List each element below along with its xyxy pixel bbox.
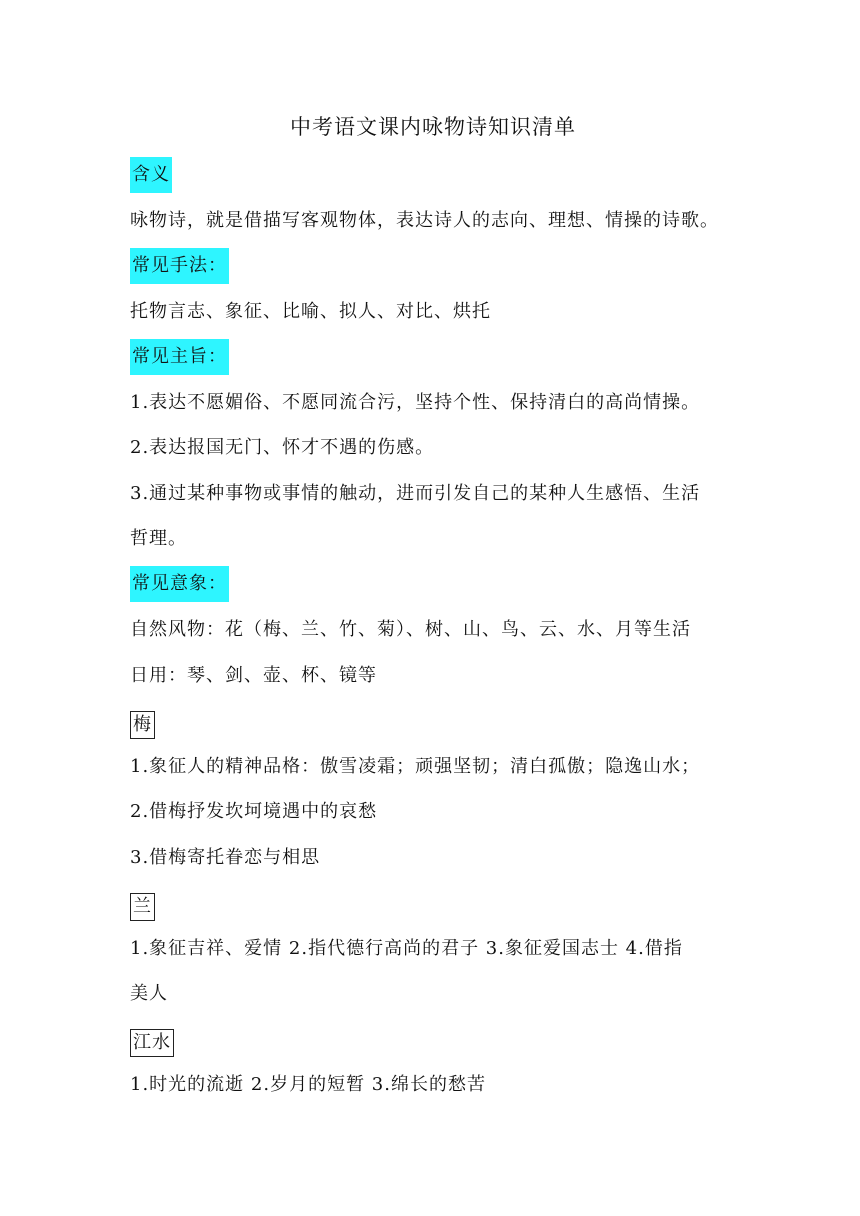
themes-line-1: 1.表达不愿媚俗、不愿同流合污，坚持个性、保持清白的高尚情操。 bbox=[130, 391, 701, 413]
imagery-line-1: 自然风物：花（梅、兰、竹、菊）、树、山、鸟、云、水、月等生活 bbox=[130, 619, 691, 640]
section-heading-meaning: 含义 bbox=[130, 157, 172, 193]
orchid-line-1: 1.象征吉祥、爱情 2.指代德行高尚的君子 3.象征爱国志士 4.借指 bbox=[130, 937, 683, 959]
page-title: 中考语文课内咏物诗知识清单 bbox=[290, 115, 576, 139]
section-heading-techniques: 常见手法： bbox=[130, 248, 229, 284]
section-heading-themes: 常见主旨： bbox=[130, 339, 229, 375]
techniques-text: 托物言志、象征、比喻、拟人、对比、烘托 bbox=[130, 300, 491, 322]
orchid-line-2: 美人 bbox=[130, 983, 168, 1004]
themes-line-4: 哲理。 bbox=[130, 528, 187, 549]
plum-line-1: 1.象征人的精神品格：傲雪凌霜；顽强坚韧；清白孤傲；隐逸山水； bbox=[130, 755, 701, 777]
section-orchid-heading-row bbox=[130, 880, 736, 926]
meaning-text: 咏物诗，就是借描写客观物体，表达诗人的志向、理想、情操的诗歌。 bbox=[130, 209, 719, 231]
themes-line-2: 2.表达报国无门、怀才不遇的伤感。 bbox=[130, 437, 435, 458]
themes-line-3: 3.通过某种事物或事情的触动，进而引发自己的某种人生感悟、生活 bbox=[130, 482, 701, 504]
river-line-1: 1.时光的流逝 2.岁月的短暂 3.绵长的愁苦 bbox=[130, 1074, 486, 1095]
section-heading-river: 江水 bbox=[130, 1029, 174, 1057]
section-river-heading-row bbox=[130, 1017, 736, 1063]
section-heading-plum: 梅 bbox=[130, 711, 155, 739]
plum-line-2: 2.借梅抒发坎坷境遇中的哀愁 bbox=[130, 801, 378, 822]
section-heading-imagery: 常见意象： bbox=[130, 566, 229, 602]
section-techniques-heading-row bbox=[130, 243, 736, 289]
section-heading-orchid: 兰 bbox=[130, 893, 155, 921]
section-meaning-heading-row bbox=[130, 152, 736, 198]
plum-line-3: 3.借梅寄托眷恋与相思 bbox=[130, 846, 321, 868]
document-content bbox=[130, 104, 736, 1108]
section-imagery-heading-row bbox=[130, 562, 736, 608]
imagery-line-2: 日用：琴、剑、壶、杯、镜等 bbox=[130, 664, 377, 686]
section-themes-heading-row bbox=[130, 334, 736, 380]
section-plum-heading-row bbox=[130, 698, 736, 744]
